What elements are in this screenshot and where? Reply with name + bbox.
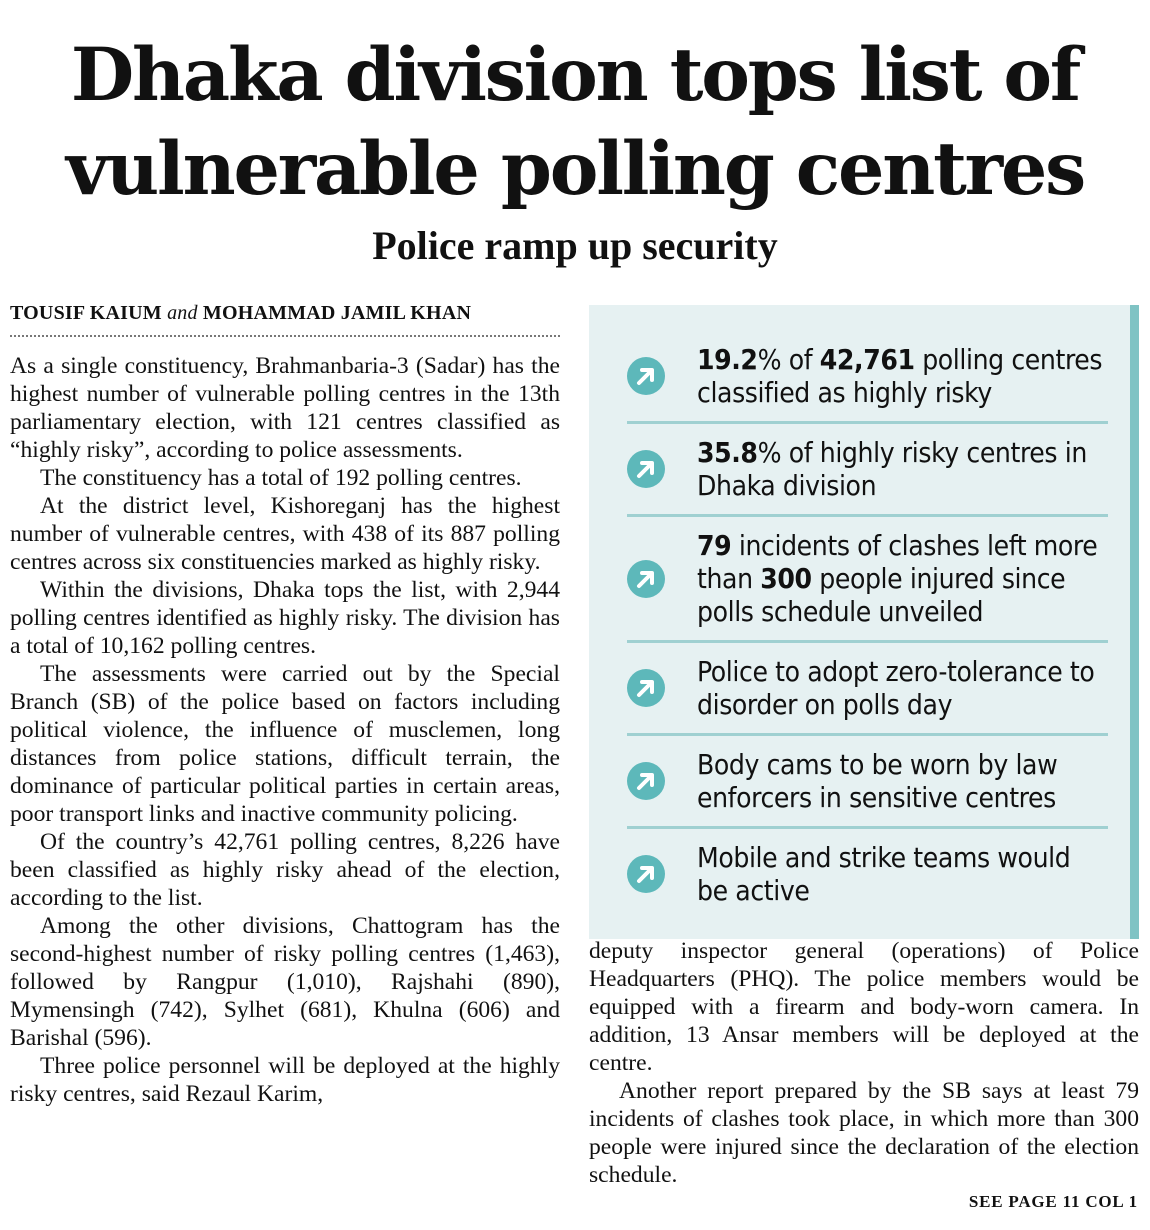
arrow-up-right-icon bbox=[627, 560, 665, 598]
fact-box bbox=[589, 305, 1139, 939]
paragraph: Another report prepared by the SB says at least 79 incidents of clashes took place, in which more than 300 people were injured since the declaration of the election schedule. bbox=[589, 1078, 1139, 1188]
paragraph: Among the other divisions, Chattogram has the second-highest number of risky polling centres (1,463), followed by Rangpur (1,010), Rajshahi (890), Mymensingh (742), Sylhet (681), Khulna (606) and Barishal (596). bbox=[10, 913, 560, 1051]
arrow-up-right-icon bbox=[627, 669, 665, 707]
fact-item bbox=[627, 643, 1108, 736]
paragraph: Of the country’s 42,761 polling centres, 8,226 have been classified as highly risky ahead of the election, according to the list. bbox=[10, 829, 560, 911]
article-column-right bbox=[589, 937, 1139, 1189]
fact-text: 79 incidents of clashes left more than 300 people injured since polls schedule unveiled bbox=[697, 529, 1098, 628]
byline bbox=[10, 302, 560, 337]
fact-text: Body cams to be worn by law enforcers in sensitive centres bbox=[697, 748, 1058, 814]
fact-text: Police to adopt zero-tolerance to disorder on polls day bbox=[697, 655, 1095, 721]
paragraph: At the district level, Kishoreganj has the highest number of vulnerable centres, with 438 of its 887 polling centres across six constituencies marked as highly risky. bbox=[10, 493, 560, 575]
arrow-up-right-icon bbox=[627, 762, 665, 800]
author-1: TOUSIF KAIUM bbox=[10, 302, 162, 324]
fact-item bbox=[627, 517, 1108, 643]
arrow-up-right-icon bbox=[627, 357, 665, 395]
paragraph: The constituency has a total of 192 polling centres. bbox=[40, 465, 522, 491]
article-column-left bbox=[10, 352, 560, 1108]
paragraph: Within the divisions, Dhaka tops the list, with 2,944 polling centres identified as highly risky. The division has a total of 10,162 polling centres. bbox=[10, 577, 560, 659]
continuation-note: SEE PAGE 11 COL 1 bbox=[968, 1192, 1138, 1211]
fact-text: 35.8% of highly risky centres in Dhaka division bbox=[697, 436, 1087, 502]
fact-item bbox=[627, 424, 1108, 517]
paragraph: As a single constituency, Brahmanbaria-3 (Sadar) has the highest number of vulnerable polling centres in the 13th parliamentary election, with 121 centres classified as “highly risky”, according to police assessments. bbox=[10, 353, 560, 463]
arrow-up-right-icon bbox=[627, 450, 665, 488]
arrow-up-right-icon bbox=[627, 855, 665, 893]
paragraph: The assessments were carried out by the Special Branch (SB) of the police based on factors including political violence, the influence of musclemen, long distances from police stations, difficult terrain, the dominance of particular political parties in certain areas, poor transport links and inactive community policing. bbox=[10, 661, 560, 827]
headline-line-1: Dhaka division tops list of bbox=[70, 32, 1080, 118]
byline-conjunction: and bbox=[167, 302, 198, 324]
paragraph: Three police personnel will be deployed at the highly risky centres, said Rezaul Karim, bbox=[10, 1053, 560, 1107]
fact-item bbox=[627, 829, 1108, 919]
fact-item bbox=[627, 736, 1108, 829]
fact-text: 19.2% of 42,761 polling centres classified as highly risky bbox=[697, 343, 1103, 409]
fact-item bbox=[627, 331, 1108, 424]
headline-line-2: vulnerable polling centres bbox=[65, 126, 1085, 212]
paragraph: deputy inspector general (operations) of Police Headquarters (PHQ). The police members would be equipped with a firearm and body-worn camera. In addition, 13 Ansar members will be deployed at the centre. bbox=[589, 938, 1139, 1076]
author-2: MOHAMMAD JAMIL KHAN bbox=[202, 302, 472, 324]
subheadline: Police ramp up security bbox=[372, 223, 778, 268]
fact-text: Mobile and strike teams would be active bbox=[697, 841, 1071, 907]
headline bbox=[0, 28, 1150, 216]
